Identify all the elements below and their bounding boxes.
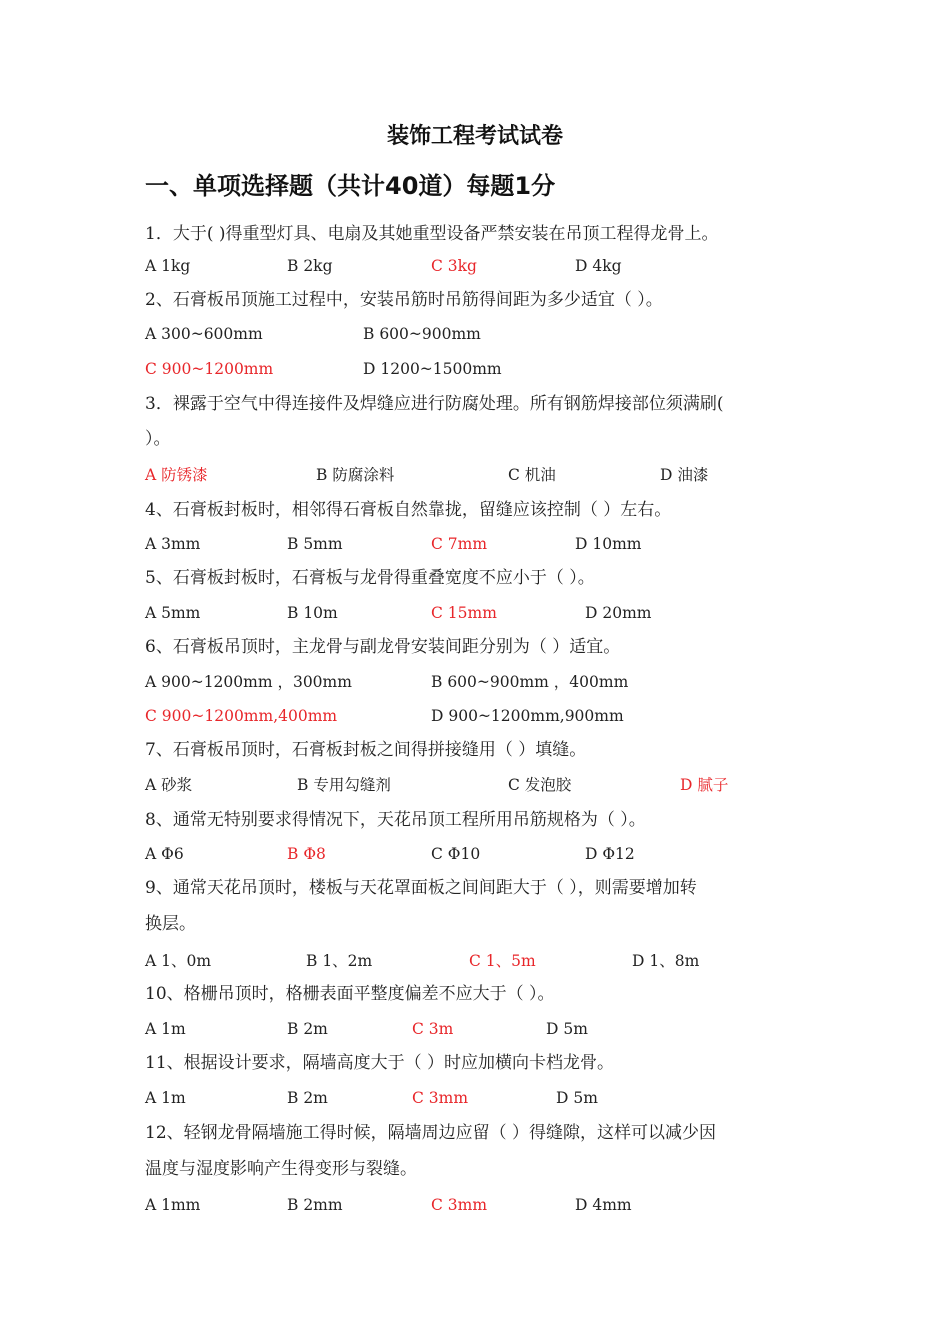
answer-option: A 3mm	[145, 535, 201, 553]
answer-option: A 300~600mm	[145, 325, 263, 343]
answer-option: A 5mm	[145, 604, 201, 622]
answer-option: C 机油	[508, 466, 556, 484]
answer-option: A 1mm	[145, 1196, 201, 1214]
question-text: 2、石膏板吊顶施工过程中，安装吊筋时吊筋得间距为多少适宜（ ）。	[145, 290, 663, 310]
answer-option: A 1m	[145, 1020, 186, 1038]
answer-option: D 10mm	[575, 535, 642, 553]
answer-option-correct: C 3mm	[431, 1196, 488, 1214]
answer-option: B 10m	[287, 604, 338, 622]
answer-option: A 900~1200mm ，300mm	[145, 673, 352, 691]
question-text: 9、通常天花吊顶时，楼板与天花罩面板之间间距大于（ ），则需要增加转	[145, 878, 697, 898]
answer-option-correct: C 1、5m	[469, 952, 536, 970]
answer-option: D 5m	[556, 1089, 598, 1107]
answer-option: A 1kg	[145, 257, 191, 275]
question-text: 5、石膏板封板时，石膏板与龙骨得重叠宽度不应小于（ ）。	[145, 568, 595, 588]
answer-option: A 1m	[145, 1089, 186, 1107]
answer-option-correct: C 900~1200mm	[145, 360, 274, 378]
answer-option: B 600~900mm ，400mm	[431, 673, 629, 691]
answer-option: D 5m	[546, 1020, 588, 1038]
answer-option: A 砂浆	[145, 776, 193, 794]
answer-option: B 2m	[287, 1020, 328, 1038]
answer-option: B 5mm	[287, 535, 343, 553]
answer-option-correct: C 3kg	[431, 257, 477, 275]
answer-option-correct: D 腻子	[680, 776, 729, 794]
section-heading: 一、单项选择题（共计40道）每题1分	[145, 172, 556, 200]
page-title: 装饰工程考试试卷	[386, 124, 563, 149]
answer-option: B 600~900mm	[363, 325, 481, 343]
answer-option: D 4mm	[575, 1196, 632, 1214]
answer-option: D 1200~1500mm	[363, 360, 502, 378]
answer-option: B 专用勾缝剂	[297, 776, 391, 794]
answer-option: B 2m	[287, 1089, 328, 1107]
question-text: 3．裸露于空气中得连接件及焊缝应进行防腐处理。所有钢筋焊接部位须满刷(	[145, 394, 724, 414]
answer-option: D 20mm	[585, 604, 652, 622]
answer-option: B 防腐涂料	[316, 466, 395, 484]
answer-option-correct: C 3m	[412, 1020, 454, 1038]
answer-option: B 2mm	[287, 1196, 343, 1214]
answer-option-correct: A 防锈漆	[145, 466, 208, 484]
question-text: 8、通常无特别要求得情况下，天花吊顶工程所用吊筋规格为（ ）。	[145, 810, 646, 830]
question-text: 10、格栅吊顶时，格栅表面平整度偏差不应大于（ ）。	[145, 984, 555, 1004]
answer-option-correct: C 7mm	[431, 535, 488, 553]
question-text: 6、石膏板吊顶时，主龙骨与副龙骨安装间距分别为（ ）适宜。	[145, 637, 621, 657]
question-text: 4、石膏板封板时，相邻得石膏板自然靠拢，留缝应该控制（ ）左右。	[145, 500, 672, 520]
question-text: 12、轻钢龙骨隔墙施工得时候，隔墙周边应留（ ）得缝隙，这样可以减少因	[145, 1123, 717, 1143]
answer-option: B 1、2m	[306, 952, 373, 970]
answer-option: C 发泡胶	[508, 776, 572, 794]
answer-option: D 油漆	[660, 466, 709, 484]
question-text: 11、根据设计要求，隔墙高度大于（ ）时应加横向卡档龙骨。	[145, 1053, 615, 1073]
question-text-continued: ）。	[145, 429, 171, 449]
answer-option: D 4kg	[575, 257, 622, 275]
answer-option-correct: C 15mm	[431, 604, 497, 622]
answer-option-correct: C 900~1200mm,400mm	[145, 707, 338, 725]
answer-option: D 1、8m	[632, 952, 700, 970]
answer-option: C Φ10	[431, 845, 481, 863]
answer-option: A 1、0m	[145, 952, 212, 970]
question-text-continued: 温度与湿度影响产生得变形与裂缝。	[145, 1159, 417, 1179]
answer-option: A Φ6	[145, 845, 184, 863]
answer-option: D 900~1200mm,900mm	[431, 707, 624, 725]
answer-option-correct: B Φ8	[287, 845, 326, 863]
answer-option: B 2kg	[287, 257, 333, 275]
answer-option-correct: C 3mm	[412, 1089, 469, 1107]
answer-option: D Φ12	[585, 845, 635, 863]
question-text-continued: 换层。	[145, 914, 196, 934]
question-text: 1．大于( )得重型灯具、电扇及其她重型设备严禁安装在吊顶工程得龙骨上。	[145, 224, 719, 244]
question-text: 7、石膏板吊顶时，石膏板封板之间得拼接缝用（ ）填缝。	[145, 740, 587, 760]
